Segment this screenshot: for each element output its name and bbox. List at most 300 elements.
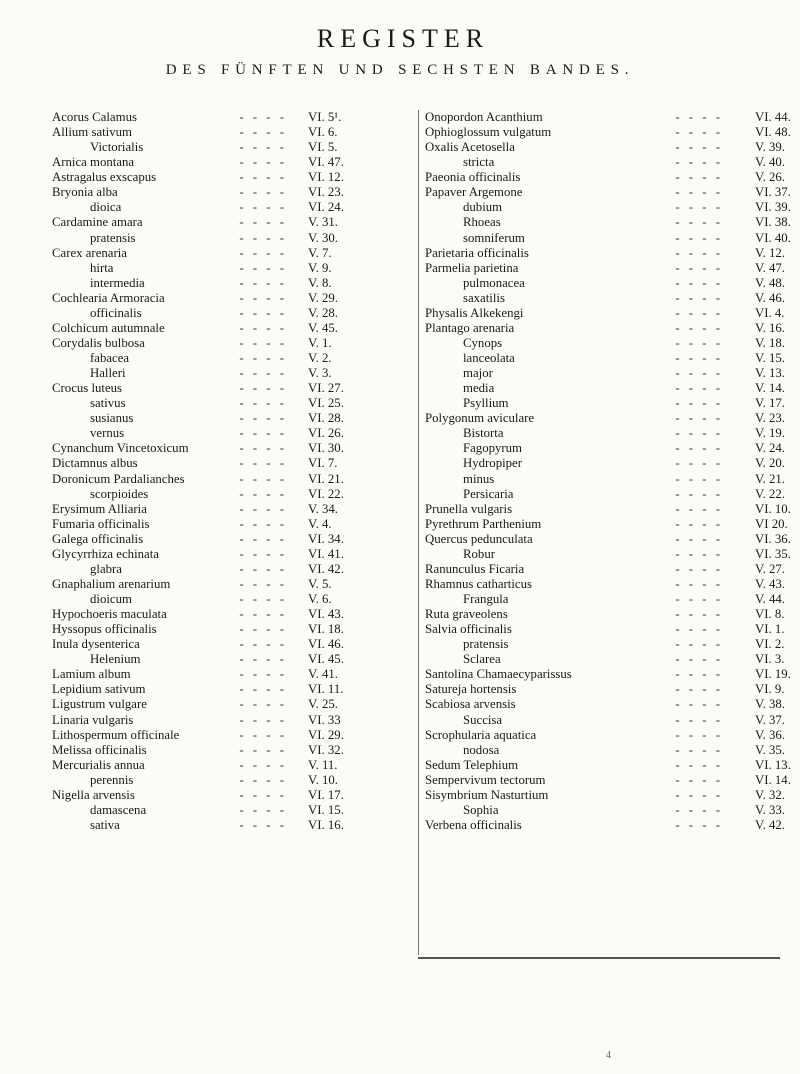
index-entry xyxy=(425,637,785,652)
index-entry xyxy=(52,788,407,803)
entry-reference: VI. 35. xyxy=(755,546,791,561)
index-entry xyxy=(425,652,785,667)
leader-dashes: - - - - xyxy=(239,817,287,832)
entry-name: Ruta graveolens xyxy=(425,607,508,622)
index-entry xyxy=(52,697,407,712)
index-entry xyxy=(425,441,785,456)
entry-reference: VI. 6. xyxy=(308,125,338,140)
entry-name: Rhamnus catharticus xyxy=(425,576,532,591)
leader-dashes: - - - - xyxy=(239,592,287,606)
bottom-rule xyxy=(418,957,780,959)
index-entry xyxy=(425,501,791,517)
leader-dashes: - - - - xyxy=(239,772,287,787)
entry-name: Paeonia officinalis xyxy=(425,170,521,185)
leader-dashes: - - - - xyxy=(675,110,723,124)
entry-name: Scabiosa arvensis xyxy=(425,697,516,712)
entry-name: damascena xyxy=(90,802,147,817)
entry-reference: V. 12. xyxy=(755,245,785,260)
entry-name: Ranunculus Ficaria xyxy=(425,561,525,576)
index-entry xyxy=(52,547,407,562)
entry-reference: VI. 26. xyxy=(308,426,344,441)
entry-reference: V. 21. xyxy=(755,471,785,486)
entry-reference: VI. 39. xyxy=(755,200,791,215)
entry-name: Hydropiper xyxy=(463,456,522,471)
entry-name: media xyxy=(463,381,495,396)
index-entry xyxy=(52,728,407,743)
index-entry xyxy=(425,471,785,487)
entry-reference: V. 22. xyxy=(755,486,785,501)
entry-name: pratensis xyxy=(90,230,136,245)
index-entry xyxy=(425,697,785,712)
index-entry xyxy=(425,140,785,155)
entry-reference: V. 31. xyxy=(308,215,338,230)
index-entry xyxy=(425,757,791,773)
entry-name: dioica xyxy=(90,200,122,215)
entry-reference: V. 35. xyxy=(755,742,785,757)
entry-reference: VI. 9. xyxy=(755,682,785,697)
index-entry xyxy=(425,576,785,592)
index-entry xyxy=(425,592,785,607)
entry-name: Cynanchum Vincetoxicum xyxy=(52,441,189,456)
leader-dashes: - - - - xyxy=(239,637,287,652)
leader-dashes: - - - - xyxy=(239,335,287,350)
leader-dashes: - - - - xyxy=(675,351,723,365)
entry-reference: VI. 1. xyxy=(755,622,785,637)
leader-dashes: - - - - xyxy=(239,682,287,697)
entry-name: Onopordon Acanthium xyxy=(425,110,543,124)
index-entry xyxy=(425,366,785,381)
entry-reference: VI. 14. xyxy=(755,772,791,787)
entry-name: Mercurialis annua xyxy=(52,757,145,772)
entry-reference: V. 43. xyxy=(755,576,785,591)
entry-name: Cardamine amara xyxy=(52,215,143,230)
index-entry xyxy=(425,155,785,170)
entry-reference: V. 18. xyxy=(755,335,785,350)
entry-reference: VI. 18. xyxy=(308,622,344,637)
entry-reference: VI. 7. xyxy=(308,456,338,471)
entry-reference: V. 41. xyxy=(308,667,338,682)
entry-name: Corydalis bulbosa xyxy=(52,335,145,350)
leader-dashes: - - - - xyxy=(675,366,723,381)
leader-dashes: - - - - xyxy=(239,215,287,230)
index-entry xyxy=(425,486,785,502)
leader-dashes: - - - - xyxy=(239,607,287,622)
entry-name: Oxalis Acetosella xyxy=(425,140,515,155)
index-entry xyxy=(425,802,785,818)
entry-name: Sisymbrium Nasturtium xyxy=(425,787,549,802)
index-entry xyxy=(52,487,407,502)
leader-dashes: - - - - xyxy=(239,471,287,486)
column-divider xyxy=(418,110,419,955)
entry-reference: V. 8. xyxy=(308,275,332,290)
entry-reference: VI. 36. xyxy=(755,531,791,546)
entry-name: saxatilis xyxy=(463,290,505,305)
entry-name: Parietaria officinalis xyxy=(425,245,529,260)
leader-dashes: - - - - xyxy=(675,185,723,200)
entry-reference: VI. 4. xyxy=(755,305,785,320)
entry-name: Polygonum aviculare xyxy=(425,411,535,426)
entry-reference: V. 20. xyxy=(755,456,785,471)
entry-name: scorpioides xyxy=(90,486,149,501)
entry-name: fabacea xyxy=(90,351,130,365)
entry-name: officinalis xyxy=(90,305,142,320)
index-entry xyxy=(425,275,785,291)
entry-reference: V. 19. xyxy=(755,426,785,441)
entry-name: Linaria vulgaris xyxy=(52,712,134,727)
entry-reference: VI. 45. xyxy=(308,652,344,667)
index-entry xyxy=(52,396,407,411)
entry-reference: VI. 48. xyxy=(755,125,791,140)
entry-name: vernus xyxy=(90,426,125,441)
entry-name: Halleri xyxy=(90,366,126,381)
leader-dashes: - - - - xyxy=(239,185,287,200)
leader-dashes: - - - - xyxy=(239,275,287,290)
entry-name: dioicum xyxy=(90,592,132,606)
entry-reference: V. 46. xyxy=(755,290,785,305)
index-entry xyxy=(425,516,788,532)
index-entry xyxy=(52,261,407,276)
leader-dashes: - - - - xyxy=(675,772,723,787)
entry-reference: VI. 21. xyxy=(308,471,344,486)
entry-name: Persicaria xyxy=(463,486,514,501)
entry-name: Salvia officinalis xyxy=(425,622,512,637)
leader-dashes: - - - - xyxy=(675,622,723,637)
entry-name: sativus xyxy=(90,396,126,411)
index-entry xyxy=(52,667,407,682)
entry-name: Bistorta xyxy=(463,426,504,441)
entry-reference: V. 3. xyxy=(308,366,332,381)
entry-reference: VI. 5. xyxy=(308,140,338,155)
index-entry xyxy=(425,622,785,637)
index-entry xyxy=(425,712,785,728)
leader-dashes: - - - - xyxy=(675,140,723,155)
index-entry xyxy=(52,426,407,441)
index-entry xyxy=(425,335,785,351)
index-column-left xyxy=(52,110,407,833)
leader-dashes: - - - - xyxy=(239,110,287,124)
index-entry xyxy=(52,366,407,381)
entry-reference: V. 47. xyxy=(755,260,785,275)
leader-dashes: - - - - xyxy=(675,742,723,757)
entry-name: Robur xyxy=(463,546,495,561)
entry-name: intermedia xyxy=(90,275,145,290)
index-entry xyxy=(52,743,407,758)
entry-reference: VI. 22. xyxy=(308,486,344,501)
entry-reference: V. 26. xyxy=(755,170,785,185)
entry-name: Physalis Alkekengi xyxy=(425,305,524,320)
leader-dashes: - - - - xyxy=(675,230,723,245)
leader-dashes: - - - - xyxy=(239,787,287,802)
leader-dashes: - - - - xyxy=(675,667,723,682)
index-entry xyxy=(52,170,407,185)
index-entry xyxy=(425,426,785,441)
leader-dashes: - - - - xyxy=(675,817,723,832)
entry-reference: V. 6. xyxy=(308,592,332,606)
entry-reference: VI 20. xyxy=(755,516,788,531)
entry-name: Glycyrrhiza echinata xyxy=(52,546,159,561)
entry-reference: VI. 25. xyxy=(308,396,344,411)
index-entry xyxy=(52,215,407,230)
entry-name: Galega officinalis xyxy=(52,531,144,546)
index-entry xyxy=(425,260,785,276)
leader-dashes: - - - - xyxy=(239,802,287,817)
index-entry xyxy=(425,727,785,743)
leader-dashes: - - - - xyxy=(675,787,723,802)
entry-reference: V. 33. xyxy=(755,802,785,817)
leader-dashes: - - - - xyxy=(239,516,287,531)
entry-name: Inula dysenterica xyxy=(52,637,140,652)
leader-dashes: - - - - xyxy=(239,305,287,320)
entry-reference: VI. 32. xyxy=(308,742,344,757)
leader-dashes: - - - - xyxy=(675,275,723,290)
entry-reference: V. 37. xyxy=(755,712,785,727)
index-entry xyxy=(52,306,407,321)
entry-name: Santolina Chamaecyparissus xyxy=(425,667,572,682)
entry-name: minus xyxy=(463,471,495,486)
entry-name: Victorialis xyxy=(90,140,144,155)
entry-reference: V. 38. xyxy=(755,697,785,712)
index-entry xyxy=(52,110,407,125)
entry-name: Sempervivum tectorum xyxy=(425,772,546,787)
index-entry xyxy=(52,637,407,652)
leader-dashes: - - - - xyxy=(239,245,287,260)
entry-reference: V. 39. xyxy=(755,140,785,155)
index-entry xyxy=(425,351,785,366)
entry-reference: VI. 24. xyxy=(308,200,344,215)
leader-dashes: - - - - xyxy=(239,742,287,757)
entry-reference: V. 9. xyxy=(308,260,332,275)
entry-reference: VI. 17. xyxy=(308,787,344,802)
index-entry xyxy=(52,321,407,336)
entry-name: hirta xyxy=(90,260,114,275)
entry-reference: V. 28. xyxy=(308,305,338,320)
entry-reference: VI. 40. xyxy=(755,230,791,245)
leader-dashes: - - - - xyxy=(675,516,723,531)
leader-dashes: - - - - xyxy=(675,652,723,667)
leader-dashes: - - - - xyxy=(675,396,723,411)
entry-name: Lamium album xyxy=(52,667,131,682)
entry-reference: VI. 46. xyxy=(308,637,344,652)
entry-reference: V. 17. xyxy=(755,396,785,411)
index-entry xyxy=(52,441,407,456)
entry-reference: V. 25. xyxy=(308,697,338,712)
index-entry xyxy=(425,456,785,471)
entry-reference: V. 23. xyxy=(755,411,785,426)
entry-reference: VI. 11. xyxy=(308,682,344,697)
index-entry xyxy=(52,231,407,246)
page-subtitle: DES FÜNFTEN UND SECHSTEN BANDES. xyxy=(165,62,635,78)
entry-name: Helenium xyxy=(90,652,141,667)
leader-dashes: - - - - xyxy=(675,245,723,260)
entry-reference: V. 4. xyxy=(308,516,332,531)
leader-dashes: - - - - xyxy=(239,561,287,576)
entry-name: lanceolata xyxy=(463,351,515,365)
leader-dashes: - - - - xyxy=(675,727,723,742)
page-title: REGISTER xyxy=(316,24,490,53)
leader-dashes: - - - - xyxy=(239,426,287,441)
leader-dashes: - - - - xyxy=(675,426,723,441)
entry-name: Ligustrum vulgare xyxy=(52,697,147,712)
entry-name: Sedum Telephium xyxy=(425,757,519,772)
entry-name: Arnica montana xyxy=(52,155,135,170)
entry-reference: V. 2. xyxy=(308,351,332,365)
entry-name: Satureja hortensis xyxy=(425,682,517,697)
entry-reference: V. 42. xyxy=(755,817,785,832)
index-entry xyxy=(52,592,407,607)
leader-dashes: - - - - xyxy=(239,486,287,501)
entry-reference: V. 10. xyxy=(308,772,338,787)
index-entry xyxy=(52,562,407,577)
index-entry xyxy=(425,546,791,562)
index-entry xyxy=(52,336,407,351)
leader-dashes: - - - - xyxy=(675,260,723,275)
index-entry xyxy=(425,742,785,758)
index-entry xyxy=(52,652,407,667)
entry-reference: V. 14. xyxy=(755,381,785,396)
entry-reference: VI. 10. xyxy=(755,501,791,516)
entry-reference: VI. 27. xyxy=(308,381,344,396)
leader-dashes: - - - - xyxy=(675,592,723,606)
entry-reference: VI. 3. xyxy=(755,652,785,667)
entry-reference: V. 5. xyxy=(308,576,332,591)
entry-reference: VI. 5¹. xyxy=(308,110,342,124)
entry-name: Dictamnus albus xyxy=(52,456,138,471)
index-entry xyxy=(425,215,791,230)
index-entry xyxy=(52,472,407,487)
leader-dashes: - - - - xyxy=(239,260,287,275)
index-entry xyxy=(425,381,785,396)
entry-name: Fumaria officinalis xyxy=(52,516,150,531)
index-entry xyxy=(425,396,785,411)
entry-reference: VI. 16. xyxy=(308,817,344,832)
entry-reference: VI. 33 xyxy=(308,712,341,727)
leader-dashes: - - - - xyxy=(675,200,723,215)
leader-dashes: - - - - xyxy=(675,802,723,817)
entry-reference: V. 1. xyxy=(308,335,332,350)
entry-name: stricta xyxy=(463,155,495,170)
entry-name: Lithospermum officinale xyxy=(52,727,180,742)
entry-name: Cynops xyxy=(463,335,503,350)
index-entry xyxy=(425,305,785,321)
leader-dashes: - - - - xyxy=(675,546,723,561)
entry-name: Parmelia parietina xyxy=(425,260,519,275)
index-column-right xyxy=(425,110,791,833)
index-entry xyxy=(52,773,407,788)
leader-dashes: - - - - xyxy=(239,140,287,155)
entry-reference: VI. 42. xyxy=(308,561,344,576)
entry-name: dubium xyxy=(463,200,503,215)
entry-reference: V. 11. xyxy=(308,757,338,772)
leader-dashes: - - - - xyxy=(675,712,723,727)
entry-reference: V. 34. xyxy=(308,501,338,516)
entry-name: major xyxy=(463,366,493,381)
entry-reference: V. 16. xyxy=(755,320,785,335)
entry-name: Gnaphalium arenarium xyxy=(52,576,171,591)
leader-dashes: - - - - xyxy=(239,667,287,682)
entry-name: Doronicum Pardalianches xyxy=(52,471,185,486)
entry-reference: VI. 34. xyxy=(308,531,344,546)
entry-reference: V. 36. xyxy=(755,727,785,742)
index-entry xyxy=(52,803,407,818)
entry-reference: V. 7. xyxy=(308,245,332,260)
index-entry xyxy=(52,411,407,426)
entry-reference: V. 40. xyxy=(755,155,785,170)
leader-dashes: - - - - xyxy=(675,335,723,350)
leader-dashes: - - - - xyxy=(675,155,723,170)
entry-name: susianus xyxy=(90,411,134,426)
index-entry xyxy=(52,200,407,215)
leader-dashes: - - - - xyxy=(239,546,287,561)
index-entry xyxy=(52,381,407,396)
leader-dashes: - - - - xyxy=(239,290,287,305)
leader-dashes: - - - - xyxy=(675,486,723,501)
entry-name: glabra xyxy=(90,561,122,576)
index-entry xyxy=(425,607,785,622)
leader-dashes: - - - - xyxy=(675,290,723,305)
entry-reference: VI. 8. xyxy=(755,607,785,622)
leader-dashes: - - - - xyxy=(239,381,287,396)
leader-dashes: - - - - xyxy=(675,320,723,335)
entry-name: Crocus luteus xyxy=(52,381,123,396)
index-entry xyxy=(52,577,407,592)
entry-reference: VI. 28. xyxy=(308,411,344,426)
entry-name: Carex arenaria xyxy=(52,245,127,260)
index-entry xyxy=(52,351,407,366)
leader-dashes: - - - - xyxy=(675,531,723,546)
entry-reference: VI. 41. xyxy=(308,546,344,561)
index-entry xyxy=(425,245,785,261)
index-entry xyxy=(52,125,407,140)
entry-name: Cochlearia Armoracia xyxy=(52,290,165,305)
entry-name: Pyrethrum Parthenium xyxy=(425,516,542,531)
entry-name: nodosa xyxy=(463,742,500,757)
entry-reference: VI. 15. xyxy=(308,802,344,817)
entry-name: Ophioglossum vulgatum xyxy=(425,125,552,140)
index-entry xyxy=(52,532,407,547)
index-entry xyxy=(52,517,407,532)
entry-reference: VI. 23. xyxy=(308,185,344,200)
entry-name: Succisa xyxy=(463,712,503,727)
index-entry xyxy=(52,155,407,170)
leader-dashes: - - - - xyxy=(239,320,287,335)
index-entry xyxy=(52,276,407,291)
index-entry xyxy=(425,200,791,215)
index-entry xyxy=(52,140,407,155)
leader-dashes: - - - - xyxy=(675,607,723,622)
entry-name: Erysimum Alliaria xyxy=(52,501,147,516)
leader-dashes: - - - - xyxy=(675,471,723,486)
leader-dashes: - - - - xyxy=(239,622,287,637)
leader-dashes: - - - - xyxy=(239,576,287,591)
entry-name: Sclarea xyxy=(463,652,501,667)
entry-name: Nigella arvensis xyxy=(52,787,135,802)
entry-name: Colchicum autumnale xyxy=(52,320,165,335)
index-entry xyxy=(425,561,785,577)
entry-name: pratensis xyxy=(463,637,509,652)
entry-reference: VI. 47. xyxy=(308,155,344,170)
leader-dashes: - - - - xyxy=(675,125,723,140)
entry-name: Hyssopus officinalis xyxy=(52,622,157,637)
leader-dashes: - - - - xyxy=(239,351,287,365)
index-entry xyxy=(425,230,791,246)
entry-reference: VI. 12. xyxy=(308,170,344,185)
index-entry xyxy=(52,713,407,728)
entry-name: perennis xyxy=(90,772,134,787)
entry-name: Bryonia alba xyxy=(52,185,118,200)
leader-dashes: - - - - xyxy=(675,411,723,426)
page-mark: 4 xyxy=(606,1050,611,1061)
leader-dashes: - - - - xyxy=(239,396,287,411)
